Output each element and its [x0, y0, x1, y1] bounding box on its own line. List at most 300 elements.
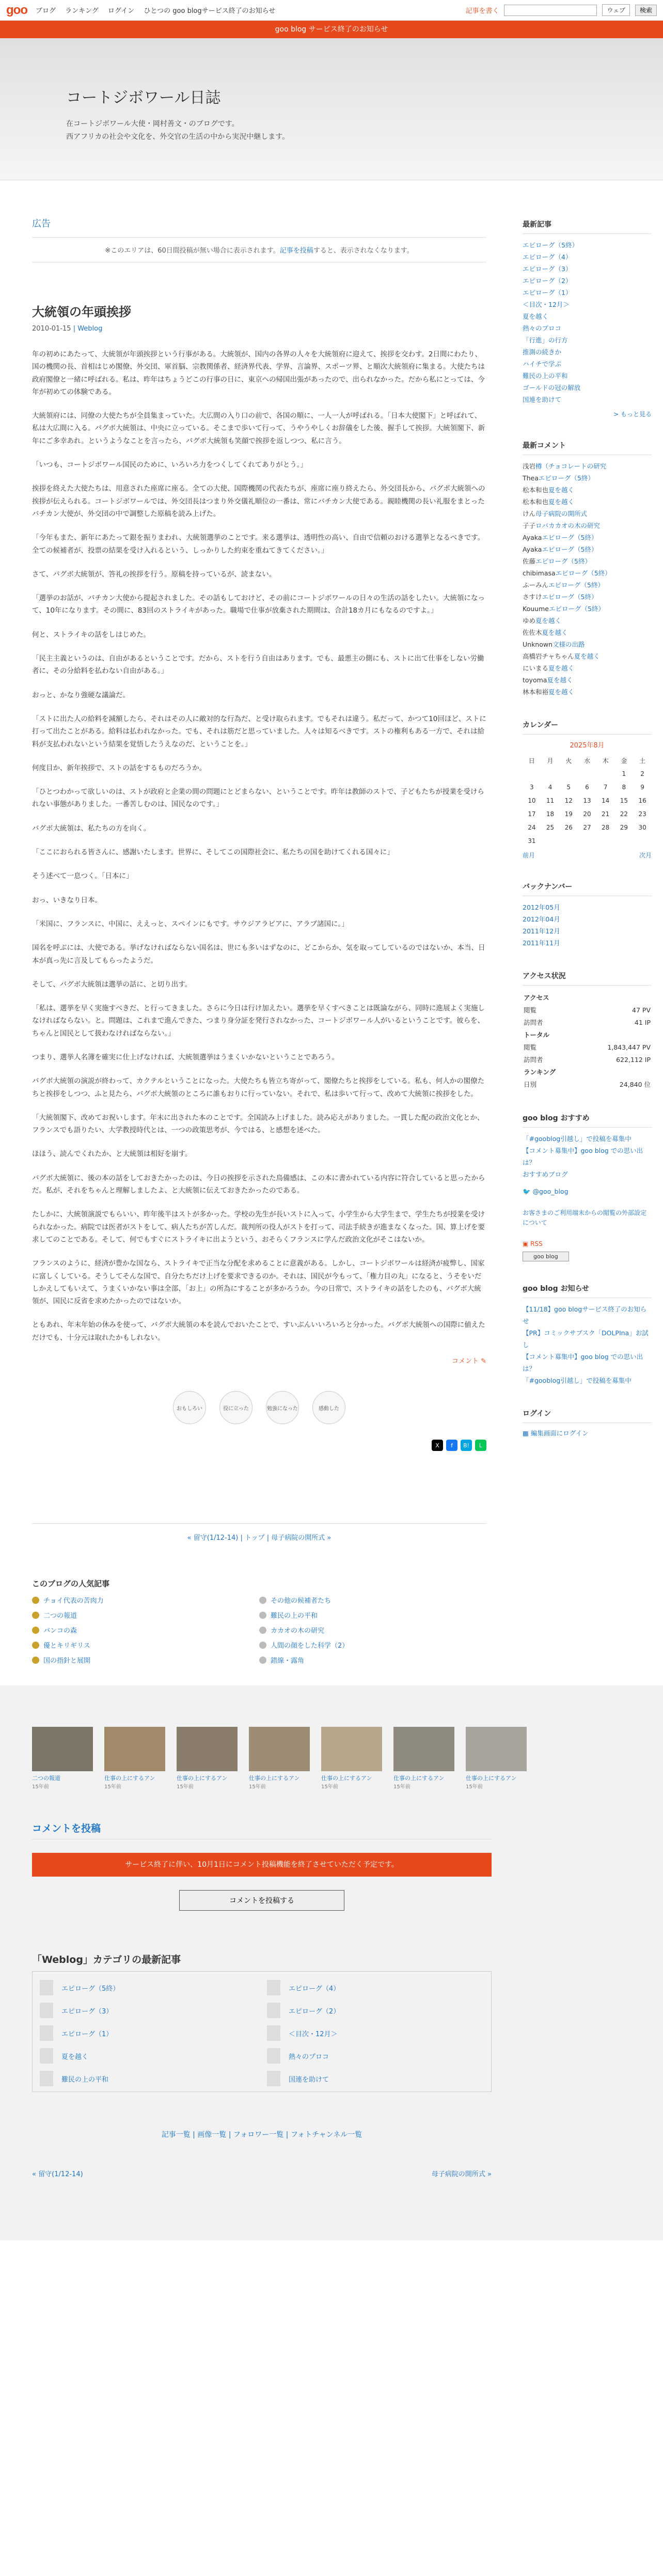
login-link[interactable]: ▦ 編集画面にログイン [523, 1429, 589, 1438]
rank-icon [259, 1612, 266, 1619]
comment-article-link[interactable]: ロバカカオの木の研究 [535, 522, 601, 529]
calendar-day: 31 [528, 837, 536, 845]
ad-post-link[interactable]: 記事を投稿 [279, 247, 313, 255]
article-paragraph: ともあれ、年末年始の休みを使って、バグボ大統領の本を読んでおいたことで、すいぶんいいろいろと分かった。バグボ大統領への国際に値えただけでも、十分元は取れたかもしれない。 [32, 1321, 485, 1342]
footer-prev[interactable]: « 留守(1/12-14) [32, 2171, 83, 2179]
recent-comment [523, 472, 652, 484]
comment-article-link[interactable]: エピローグ（5終） [542, 545, 598, 553]
gooblog-notice-link[interactable]: 【PR】コミックサブスク「DOLPIna」お試し [523, 1329, 649, 1349]
popular-item[interactable] [259, 1640, 486, 1650]
bookmark-link[interactable]: おすすめブログ [523, 1170, 568, 1178]
access-title: アクセス状況 [523, 971, 652, 986]
access-view-value: 47 PV [632, 1006, 651, 1014]
article-paragraph: つまり、選挙人名簿を確実に仕上げなければ、大統領選挙はうまくいかないということであろう。 [32, 1053, 339, 1061]
facebook-share-icon[interactable]: f [446, 1440, 457, 1451]
access-total-label: トータル [524, 1031, 550, 1039]
category-article[interactable] [33, 2003, 260, 2018]
thumbnail-age: 15年前 [32, 1784, 49, 1790]
calendar-day: 25 [546, 824, 555, 831]
access-rank-value: 24,840 位 [619, 1081, 651, 1088]
comment-article-link[interactable]: 夏を越く [535, 617, 562, 625]
calendar-day: 7 [603, 784, 608, 791]
thumbnail-image[interactable] [104, 1727, 165, 1771]
category-article[interactable] [260, 2003, 487, 2018]
popular-item[interactable] [259, 1610, 486, 1620]
bookmark-title: goo blog おすすめ [523, 1113, 652, 1128]
recent-comment [523, 496, 652, 508]
thumbnail-caption[interactable]: 二つの報道 [32, 1775, 60, 1782]
rank-icon [259, 1642, 266, 1649]
calendar-weekday: 水 [583, 757, 590, 764]
calendar-day [541, 834, 560, 848]
popular-item[interactable] [32, 1640, 259, 1650]
comment-article-link[interactable]: 夏を越く [548, 498, 575, 506]
article-thumb-icon [40, 1980, 53, 1995]
article-title[interactable]: 大統領の年頭挨拶 [32, 305, 131, 319]
reaction-button[interactable]: 感動した [312, 1391, 345, 1424]
article-paragraph: 年の初めにあたって、大統領が年頭挨拶という行事がある。大統領が、国内の各界の人々を大統領府に迎えて、挨拶を交わす。2日間にわたり、国の機関の長、首相はじめ閣僚、外交団、軍首脳、宗教関係者、経済界代表、学界、言論界、スポーツ界、と順次大統領府に集まる。大使たちは政府閣僚と一緒に呼ばれる。私は、昨年はちょうどこの行事の日に、東京への帰国出張があったので、出られなかった。だから私にとっては、今年が初めての体験である。 [32, 350, 485, 396]
recent-comment [523, 686, 652, 698]
calendar-prev[interactable]: 前月 [523, 852, 535, 859]
article-thumb-icon [267, 2003, 280, 2018]
photo-thumbnail[interactable] [321, 1727, 382, 1790]
access-total-view-value: 1,843,447 PV [607, 1043, 651, 1051]
search-input[interactable] [504, 5, 597, 16]
sidebar [523, 180, 652, 1665]
article-thumb-icon [40, 2025, 53, 2041]
article-thumb-icon [267, 2048, 280, 2064]
recent-comment [523, 591, 652, 603]
popular-item-label[interactable]: バンコの森 [43, 1627, 77, 1635]
comment-article-link[interactable]: エピローグ（5終） [535, 557, 591, 565]
thumbnail-image[interactable] [249, 1727, 310, 1771]
calendar-day: 23 [638, 810, 646, 818]
backnumber-link[interactable]: 2011年11月 [523, 939, 560, 947]
recent-more-link[interactable]: > もっと見る [613, 411, 652, 418]
comment-author: Ayaka [523, 545, 542, 553]
comment-author: ふーみん [523, 581, 549, 589]
comment-article-link[interactable]: 文様の出路 [552, 641, 585, 648]
comment-author: にいまる [523, 664, 549, 672]
gooblog-notice-title: goo blog お知らせ [523, 1283, 652, 1298]
article-thumb-icon [267, 2071, 280, 2086]
category-article-label[interactable]: ＜目次・12月＞ [289, 2030, 338, 2038]
rank-icon [32, 1657, 39, 1664]
article-paragraph: バグボ大統領は、私たちの方を向く。 [32, 824, 151, 833]
photo-thumbnail[interactable] [104, 1727, 165, 1790]
thumbnail-age: 15年前 [249, 1784, 266, 1790]
comment-end-notice[interactable]: サービス終了に伴い、10月1日にコメント投稿機能を終了させていただく予定です。 [32, 1853, 492, 1877]
share-buttons [32, 1440, 486, 1451]
comment-author: chibimasa [523, 569, 556, 577]
calendar-day: 4 [548, 784, 552, 791]
popular-item-label[interactable]: 錯線・露角 [271, 1657, 305, 1665]
calendar-day: 11 [546, 797, 555, 804]
calendar-weekday: 金 [621, 757, 627, 764]
blog-title[interactable]: コートジボワール日誌 [66, 89, 221, 107]
blog-desc-1: 在コートジボワール大使・岡村善文・のブログです。 [66, 120, 239, 128]
calendar-day: 20 [583, 810, 591, 818]
category-article[interactable] [260, 2025, 487, 2041]
comment-article-link[interactable]: エピローグ（5終） [548, 605, 605, 613]
comment-article-link[interactable]: エピローグ（5終） [542, 534, 598, 541]
comment-article-link[interactable]: エピローグ（5終） [538, 474, 594, 482]
photo-thumbnail[interactable] [32, 1727, 93, 1790]
photo-thumbnail[interactable] [177, 1727, 238, 1790]
calendar-table [523, 754, 652, 848]
article-thumb-icon [40, 2048, 53, 2064]
article-category[interactable]: Weblog [77, 325, 103, 333]
recent-comment [523, 508, 652, 520]
recent-article-link[interactable]: エピローグ（3） [523, 265, 572, 273]
calendar-day: 29 [620, 824, 628, 831]
calendar-day [559, 834, 578, 848]
recent-comment [523, 615, 652, 627]
recent-article-link[interactable]: 熱々のプロコ [523, 324, 562, 332]
article-paragraph: たしかに、大統領演説でもらいい、昨年後半はストが多かった。学校の先生が長いストに入って、小学生から大学生まで、学生たちが授業を受けられなかった。病院では医者がストをして、病人たちが苦しんだ。裁判所の役人がストを打って、司法手続きが進まなくなった。国、算上げを要求してのことである。そして、何でもすぐにストライキに出ようという、おそらくフランスに学んだ政治文化がそこはないか。 [32, 1210, 485, 1244]
calendar-day: 27 [583, 824, 591, 831]
popular-item[interactable] [32, 1655, 259, 1665]
calendar-day: 24 [528, 824, 536, 831]
article-paragraph: そう述べて一息つく。「日本に」 [32, 872, 133, 881]
article-paragraph: 「選挙のお話が、バチカン大使から提起されました。その話もしておけど、その前にコートジボワールの日々の生活の話をしたい。大統領になって、10年になります。その間に、83回のストライキがあった。職場で仕事が放棄された期間は、合計18カ月にもなるのですよ。」 [32, 594, 485, 615]
write-article-link[interactable]: 記事を書く [465, 7, 499, 15]
comment-author: 林本和裕 [523, 688, 549, 696]
comment-article-link[interactable]: 母子病院の開所式 [535, 510, 588, 518]
bookmark-link[interactable]: 【コメント募集中】goo blog での思い出は？ [523, 1147, 643, 1166]
rss-link[interactable]: ▣ RSS [523, 1240, 543, 1248]
category-article[interactable] [33, 2071, 260, 2086]
calendar-day: 30 [638, 824, 646, 831]
article-paragraph: 何度目か、新年挨拶で、ストの話をするものだろうか。 [32, 763, 207, 772]
thumbnail-caption[interactable]: 仕事の上にするアン [321, 1775, 372, 1782]
comment-article-link[interactable]: 夏を越く [542, 629, 568, 636]
thumbnail-age: 15年前 [104, 1784, 121, 1790]
article-paragraph: 「民主主義というのは、自由があるということです。だから、ストを行う自由はあります。でも、最悪主の側にも、ストに出て仕事をしない労働者に、その分給料を払わない自由がある。」 [32, 654, 484, 676]
calendar-day: 15 [620, 797, 628, 804]
ad-label: 広告 [32, 218, 51, 229]
pager-next[interactable]: 母子病院の開所式 » [271, 1534, 332, 1542]
rank-icon [32, 1612, 39, 1619]
backnumber-link[interactable]: 2012年05月 [523, 903, 560, 911]
calendar-weekday: 火 [565, 757, 572, 764]
recent-title: 最新記事 [523, 219, 652, 234]
article-paragraph: フランスのように、経済が豊かな国なら、ストライキで正当な分配を求めることに意義がある。しかし、コートジボワールは経済が疲弊し、国家に富しくしている。そうしてそんな国で、自分たちだけ上げを要求できるのか。それは、国民が今もって、「権力目の丸」になると、うそをいだしかえしてもいえて、うまくいかない事は全部、「お上」の所為にすることが多かろうか。今の日常で、ストライキの話をしたのも、バグボ大統領が、国民に反省を求めたかったのではないか。 [32, 1259, 485, 1306]
calendar-day: 8 [622, 784, 626, 791]
article-paragraph: おっ、いきなり日本。 [32, 896, 102, 904]
popular-item-label[interactable]: カカオの木の研究 [271, 1627, 325, 1635]
calendar-month: 2025年8月 [570, 742, 605, 750]
popular-item-label[interactable]: 二つの報道 [43, 1612, 77, 1620]
calendar-day: 22 [620, 810, 628, 818]
category-article[interactable] [260, 2071, 487, 2086]
hatena-share-icon[interactable]: B! [461, 1440, 472, 1451]
comment-article-link[interactable]: 樽（チョコレートの研究 [535, 462, 607, 470]
recent-article-link[interactable]: 国連を助けて [523, 396, 562, 403]
article-thumb-icon [267, 2025, 280, 2041]
comment-article-link[interactable]: 夏を越く [548, 688, 575, 696]
calendar-day [615, 834, 634, 848]
rank-icon [32, 1627, 39, 1634]
category-article[interactable] [33, 2025, 260, 2041]
comment-form [32, 1821, 631, 1911]
popular-item-label[interactable]: その他の候補者たち [271, 1597, 332, 1605]
calendar-day [596, 834, 615, 848]
access-view-label: 閲覧 [524, 1006, 537, 1014]
nav-notice[interactable]: ひとつの goo blogサービス終了のお知らせ [144, 7, 276, 15]
recent-comment [523, 555, 652, 567]
recent-article-link[interactable]: エピローグ（2） [523, 277, 572, 285]
nav-login[interactable]: ログイン [107, 7, 135, 15]
reaction-button[interactable]: おもしろい [173, 1391, 206, 1424]
reaction-button[interactable]: 役に立った [219, 1391, 252, 1424]
comment-author: ゆめ [523, 617, 536, 625]
popular-item[interactable] [32, 1595, 259, 1605]
comment-article-link[interactable]: 夏を越く [574, 652, 600, 660]
article-pager: « 留守(1/12-14) | トップ | 母子病院の開所式 » [32, 1523, 486, 1542]
category-article[interactable] [260, 2048, 487, 2064]
calendar-next[interactable]: 次月 [639, 852, 652, 859]
article-paragraph: そして、バグボ大統領は選挙の話に、と切り出す。 [32, 980, 192, 989]
category-article-label[interactable]: 国連を助けて [289, 2075, 329, 2084]
article-paragraph: おっと、かなり強硬な議論だ。 [32, 691, 130, 699]
comment-author: 子子 [523, 522, 536, 529]
popular-item[interactable] [32, 1625, 259, 1635]
backnumber-link[interactable]: 2011年12月 [523, 927, 560, 935]
recent-comment [523, 650, 652, 662]
calendar-day: 17 [528, 810, 536, 818]
thumbnail-age: 15年前 [177, 1784, 194, 1790]
backnumber-link[interactable]: 2012年04月 [523, 915, 560, 923]
thumbnail-image[interactable] [321, 1727, 382, 1771]
calendar-day: 28 [602, 824, 610, 831]
article-paragraph: ほほう、読んでくれたか、と大統領は相好を崩す。 [32, 1150, 192, 1159]
comment-author: 浅岩 [523, 462, 536, 470]
recent-article-link[interactable]: 難民の上の平和 [523, 372, 568, 380]
article-paragraph: さて、バグボ大統領が、答礼の挨拶を行う。原稿を持っているが、読まない。 [32, 570, 276, 579]
thumbnail-caption[interactable]: 仕事の上にするアン [249, 1775, 300, 1782]
category-article[interactable] [260, 1980, 487, 1995]
thumbnail-age: 15年前 [466, 1784, 483, 1790]
popular-item[interactable] [259, 1625, 486, 1635]
nav-ranking[interactable]: ランキング [65, 7, 99, 15]
recent-article-link[interactable]: ＜目次・12月＞ [523, 301, 570, 308]
article-paragraph: 「ここにおられる皆さんに、感謝いたします。世界に、そしてこの国際社会に、私たちの国を助けてくれる国々に」 [32, 848, 394, 857]
rank-icon [259, 1627, 266, 1634]
comment-article-link[interactable]: 夏を越く [547, 676, 573, 684]
photo-thumbnail[interactable] [393, 1727, 454, 1790]
comment-article-link[interactable]: 夏を越く [548, 486, 575, 494]
calendar-day: 12 [564, 797, 573, 804]
category-article-label[interactable]: 夏を越く [61, 2053, 89, 2061]
rank-icon [32, 1642, 39, 1649]
backnumber-title: バックナンバー [523, 881, 652, 896]
rank-icon [32, 1597, 39, 1604]
calendar-day: 19 [564, 810, 573, 818]
top-bar [0, 0, 663, 21]
footer-next[interactable]: 母子病院の開所式 » [431, 2171, 492, 2179]
recent-article-link[interactable]: ゴールドの冠の解放 [523, 384, 581, 392]
recent-article-link[interactable]: エピローグ（4） [523, 253, 572, 261]
reaction-buttons [32, 1391, 486, 1424]
article-paragraph: 「今年もまた、新年にあたって銀を振りまわれ、大統領選挙のことです。来る選挙は、透明性の高い、自由で信頼のおける選挙となるべきです。全ての候補者が、投票の結果を受け入れるという、しっかりした約束を重ねてきてください。」 [32, 534, 485, 555]
comment-article-link[interactable]: 夏を越く [548, 664, 575, 672]
nav-blog[interactable]: ブログ [35, 7, 56, 15]
comment-author: 佐藤 [523, 557, 536, 565]
popular-item[interactable] [32, 1610, 259, 1620]
comment-article-link[interactable]: エピローグ（5終） [548, 581, 604, 589]
recent-comment [523, 520, 652, 532]
follow-link[interactable]: 🐦 @goo_blog [523, 1188, 569, 1195]
comments-title: 最新コメント [523, 440, 652, 455]
popular-item-label[interactable]: 国の指針と展開 [43, 1657, 91, 1665]
comment-author: Kouume [523, 605, 549, 613]
gooblog-notice-link[interactable]: 【コメント募集中】goo blog での思い出は？ [523, 1353, 643, 1373]
top-nav [36, 5, 282, 15]
gooblog-notice-link[interactable]: 【11/18】goo blogサービス終了のお知らせ [523, 1305, 647, 1325]
article-thumb-icon [267, 1980, 280, 1995]
recent-article-link[interactable]: ハイチで学ぶ [523, 360, 562, 368]
category-latest [32, 1952, 631, 2092]
gooblog-notice-link[interactable]: 「#gooblog引越し」で投稿を募集中 [523, 1377, 632, 1385]
comment-author: 高橋岩チャちゃん [523, 652, 574, 660]
thumbnail-caption[interactable]: 仕事の上にするアン [466, 1775, 517, 1782]
access-visit-label: 訪問者 [524, 1019, 543, 1026]
comment-article-link[interactable]: エピローグ（5終） [555, 569, 611, 577]
bookmark-link[interactable]: 「#gooblog引越し」で投稿を募集中 [523, 1135, 632, 1143]
recent-comment [523, 460, 652, 472]
article-paragraph: バグボ大統領に、後の本の話をしておきたかったのは、今日の挨拶を示された鳥備感は、この本に書かれている内容に符合していると思ったからだ。私が、それをちゃんと理解しましたよ、と大統領に伝えておきたかったのである。 [32, 1174, 485, 1195]
article-paragraph: 「米国に、フランスに、中国に、ええっと、スペインにもです。サウジアラビアに、アラブ諸国に。」 [32, 919, 349, 928]
calendar-day: 5 [566, 784, 571, 791]
pager-top[interactable]: トップ [244, 1534, 265, 1542]
thumbnail-age: 15年前 [321, 1784, 338, 1790]
goo-blog-badge[interactable]: goo blog [523, 1252, 569, 1261]
thumbnail-image[interactable] [393, 1727, 454, 1771]
article-paragraph: 「ひとつわかって欲しいのは、ストが政府と企業の間の問題にとどまらない、ということです。昨年は教師のストで、子どもたちが授業を受けられない事態がありました。一番苦しむのは、国民なのです。」 [32, 788, 484, 809]
article-meta: 2010-01-15 | Weblog [32, 325, 103, 333]
recent-comment [523, 627, 652, 638]
popular-item-label[interactable]: チョイ代表の苦肉力 [43, 1597, 104, 1605]
category-article-label[interactable]: 熱々のプロコ [289, 2053, 329, 2061]
calendar-day [596, 767, 615, 780]
popular-item-label[interactable]: 難民の上の平和 [271, 1612, 318, 1620]
pager-prev[interactable]: « 留守(1/12-14) [187, 1534, 239, 1542]
article-paragraph: 「ストに出た人の給料を減額したら、それはその人に敵対的な行為だ、と受け取られます。でもそれは違う。私だって、かつて10回ほど、ストに打って出たことがある。給料は払われなかった。でも、それは筋だと思っていました。人々は知るべきです。ストの権利もある一方で、それは給料が支払われないという結果を覚悟したうえなのだ、ということを。」 [32, 714, 486, 748]
thumbnail-image[interactable] [177, 1727, 238, 1771]
thumbnail-image[interactable] [466, 1727, 527, 1771]
calendar-day: 1 [622, 770, 626, 777]
comment-author: Unknown [523, 641, 553, 648]
category-article[interactable] [33, 1980, 260, 1995]
search-button[interactable]: 検索 [635, 5, 657, 16]
popular-item[interactable] [259, 1595, 486, 1605]
comment-author: 松本和也 [523, 486, 549, 494]
comment-article-link[interactable]: エピローグ（5終） [542, 593, 598, 601]
access-visit-value: 41 IP [634, 1018, 651, 1026]
comment-author: Thea [523, 474, 539, 482]
search-scope[interactable]: ウェブ [602, 4, 630, 16]
thumbnail-image[interactable] [32, 1727, 93, 1771]
recent-comment [523, 579, 652, 591]
category-article-label[interactable]: 難民の上の平和 [61, 2075, 109, 2084]
notice-link[interactable]: お客さまのご利用端末からの閲覧の外部設定について [523, 1209, 647, 1227]
category-article-label[interactable]: エピローグ（1） [61, 2030, 113, 2038]
recent-article-link[interactable]: 夏を越く [523, 313, 549, 320]
recent-comment [523, 662, 652, 674]
article-paragraph: 何と、ストライキの話をしはじめた。 [32, 630, 151, 639]
thumbnail-age: 15年前 [393, 1784, 411, 1790]
calendar-weekday: 木 [602, 757, 609, 764]
recent-article-link[interactable]: 推測の続きか [523, 348, 562, 356]
photo-thumbnail[interactable] [466, 1727, 527, 1790]
goo-logo[interactable]: goo [6, 3, 27, 17]
popular-item-label[interactable]: 人間の顔をした科学（2） [271, 1642, 349, 1650]
announcement-banner[interactable]: goo blog サービス終了のお知らせ [0, 21, 663, 38]
login-title: ログイン [523, 1408, 652, 1423]
access-table [523, 991, 652, 1091]
x-share-icon[interactable]: X [432, 1440, 443, 1451]
ad-text-2: すると、表示されなくなります。 [313, 247, 414, 255]
thumbnail-caption[interactable]: 仕事の上にするアン [393, 1775, 445, 1782]
comment-link[interactable]: コメント ✎ [451, 1357, 486, 1366]
calendar-day [541, 767, 560, 780]
comment-author: Ayaka [523, 534, 542, 541]
calendar-day: 16 [638, 797, 646, 804]
rank-icon [259, 1597, 266, 1604]
category-article-label[interactable]: エピローグ（4） [289, 1985, 340, 1993]
recent-comment [523, 543, 652, 555]
access-rank-daily: 日別 [524, 1081, 537, 1088]
category-article-label[interactable]: エピローグ（3） [61, 2007, 113, 2016]
blog-header [0, 38, 663, 180]
photo-thumbnail[interactable] [249, 1727, 310, 1790]
article-thumb-icon [40, 2003, 53, 2018]
recent-article-link[interactable]: 「行進」の行方 [523, 336, 568, 344]
calendar-weekday: 日 [528, 757, 535, 764]
line-share-icon[interactable]: L [475, 1440, 486, 1451]
calendar-day: 13 [583, 797, 591, 804]
blog-desc-2: 西アフリカの社会や文化を、外交官の生活の中から実況中継します。 [66, 133, 290, 142]
article-paragraph: 「大統領閣下、改めてお祝いします。年末に出された本のことです。全国読み上げました。読み応えがありました。一貫した配の政治文化とか、フランスでも語りたい、大学教授時代とは、一つの政策思考が、今ではる、と感想を述べた。 [32, 1113, 484, 1135]
category-article[interactable] [33, 2048, 260, 2064]
post-comment-button[interactable]: コメントを投稿する [179, 1890, 344, 1911]
calendar-weekday: 月 [547, 757, 554, 764]
category-article-label[interactable]: エピローグ（2） [289, 2007, 340, 2016]
thumbnail-caption[interactable]: 仕事の上にするアン [177, 1775, 228, 1782]
calendar-day [633, 834, 652, 848]
access-total-view-label: 閲覧 [524, 1043, 537, 1051]
popular-item-label[interactable]: 優とキリギリス [43, 1642, 90, 1650]
recent-article-link[interactable]: エピローグ（5終） [523, 241, 578, 249]
calendar-day [578, 767, 596, 780]
calendar-day: 21 [602, 810, 610, 818]
access-total-visit-value: 622,112 IP [616, 1055, 651, 1064]
reaction-button[interactable]: 勉強になった [266, 1391, 299, 1424]
category-article-label[interactable]: エピローグ（5終） [61, 1985, 120, 1993]
article-paragraph: 「いつも、コートジボワール国民のために、いろいろ力をつくしてくれてありがとう。」 [32, 461, 307, 470]
access-today-label: アクセス [524, 994, 549, 1002]
thumbnail-caption[interactable]: 仕事の上にするアン [104, 1775, 155, 1782]
popular-item[interactable] [259, 1655, 486, 1665]
article-paragraph: バグボ大統領の演説が終わって、カクテルということになった。大使たちも皆立ち寄がって、閣僚たちと挨拶をしている。私も、何人かの閣僚たちと挨拶をしつつ、ふと見たら、バグボ大統領のところに誰もおりに行っていない。それで、私は歩いて行って、改めて大統領に挨拶をした。 [32, 1077, 485, 1098]
calendar-title: カレンダー [523, 720, 652, 735]
comment-author: toyoma [523, 676, 547, 684]
recent-article-link[interactable]: エピローグ（1） [523, 289, 572, 296]
calendar-day [578, 834, 596, 848]
rank-icon [259, 1657, 266, 1664]
footer-links[interactable]: 記事一覧 | 画像一覧 | フォロワー一覧 | フォトチャンネル一覧 [161, 2131, 362, 2140]
